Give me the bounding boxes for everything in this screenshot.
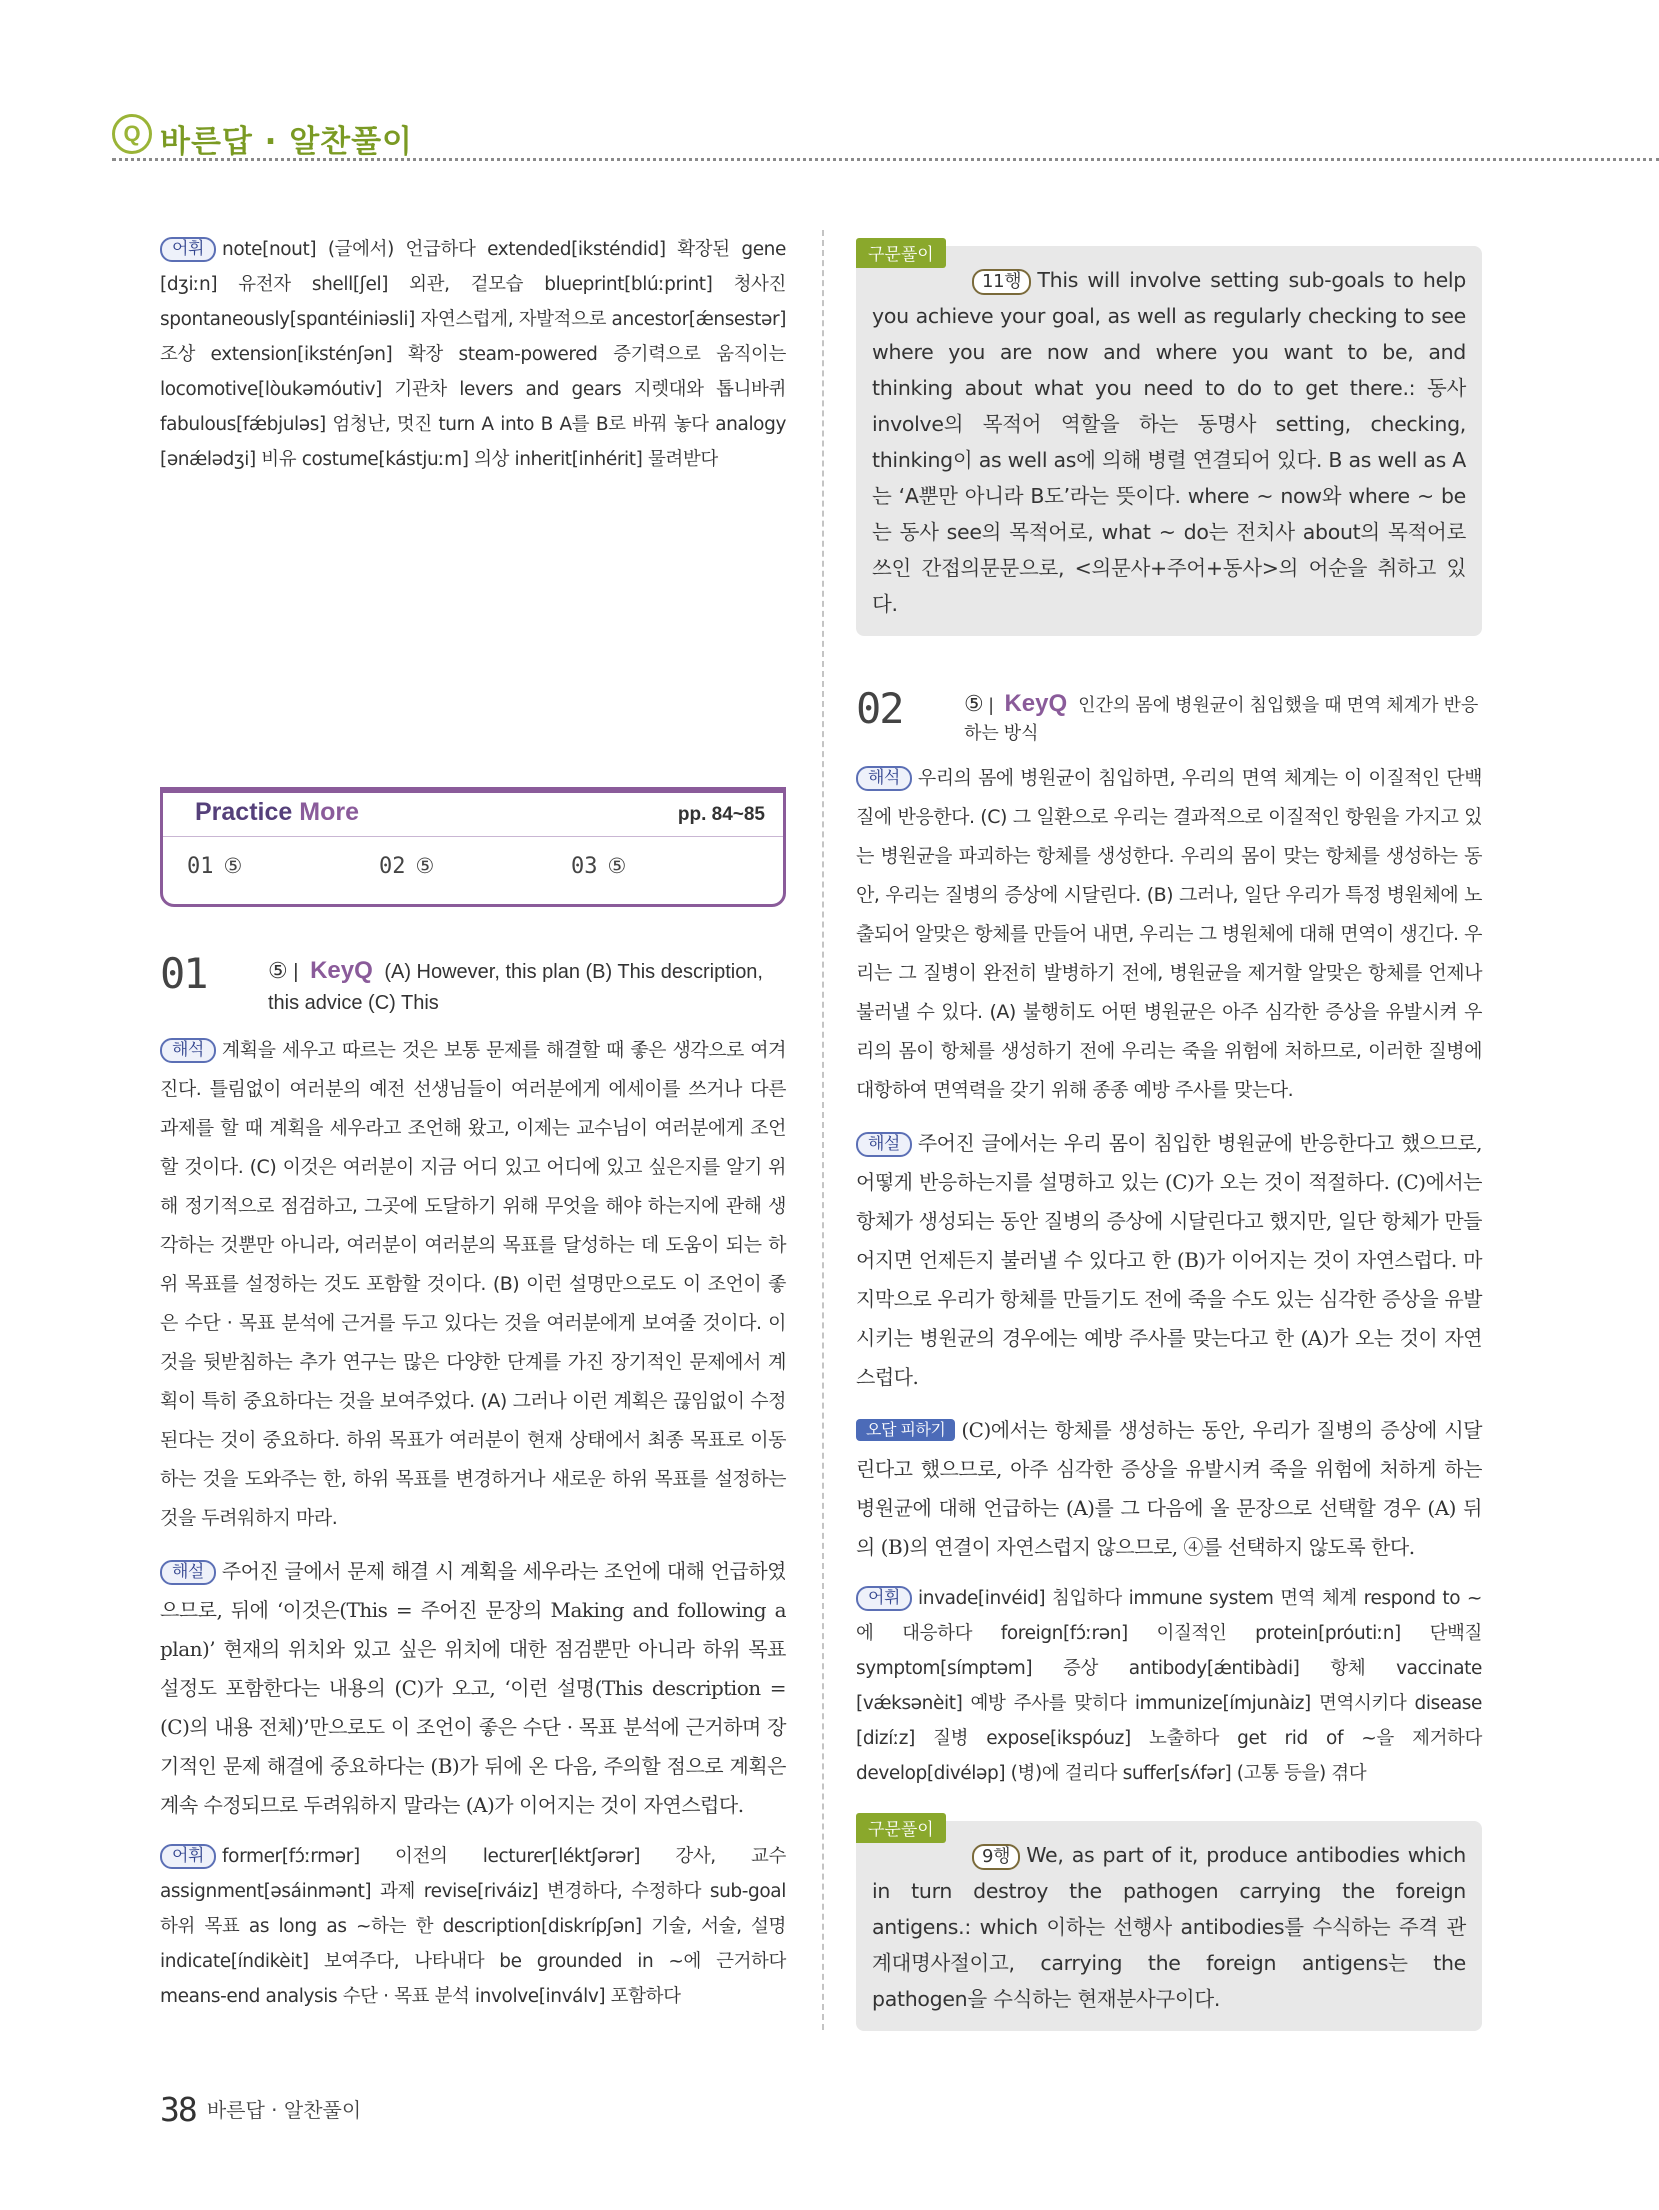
practice-answer xyxy=(379,854,434,879)
syntax-text xyxy=(872,262,1466,622)
practice-more-title-a: Practice xyxy=(195,798,300,826)
separator: | xyxy=(988,695,994,715)
explanation-tag: 해설 xyxy=(856,1132,912,1157)
practice-more-pages: pp. 84~85 xyxy=(677,804,765,825)
vocab-block xyxy=(856,1581,1482,1791)
column-divider xyxy=(822,230,824,2030)
translation-text: 우리의 몸에 병원균이 침입하면, 우리의 면역 체계는 이 이질적인 단백질에 반응한다. (C) 그 일환으로 우리는 결과적으로 이질적인 항원을 가지고 있는 병원균을 파괴하는 항체를 생성한다. 우리의 몸이 맞는 항체를 생성하는 동안, 우리는 질병의 증상에 시달린다. (B) 그러나, 일단 우리가 특정 병원체에 노출되어 알맞은 항체를 만들어 내면, 우리는 그 병원체에 대해 면역이 생긴다. 우리는 그 질병이 완전히 발병하기 전에, 병원균을 제거할 알맞은 항체를 언제나 불러낼 수 있다. (A) 불행히도 어떤 병원균은 아주 심각한 증상을 유발시켜 우리의 몸이 항체를 생성하기 전에 우리는 죽을 위험에 처하므로, 이러한 질병에 대항하여 면역력을 갖기 위해 종종 예방 주사를 맞는다. xyxy=(856,767,1482,1101)
question-answer-line xyxy=(964,690,1482,747)
vocab-tag: 어휘 xyxy=(856,1586,912,1611)
practice-answer xyxy=(187,854,242,879)
keyq-label: KeyQ xyxy=(310,957,373,984)
explanation-text: 주어진 글에서 문제 해결 시 계획을 세우라는 조언에 대해 언급하였으므로, 뒤에 ‘이것은(This = 주어진 문장의 Making and following a plan)’ 현재의 위치와 있고 싶은 위치에 대한 점검뿐만 아니라 하위 목표 설정도 포함한다는 내용의 (C)가 오고, ‘이런 설명(This description = (C)의 내용 전체)’만으로도 이 조언이 좋은 수단 · 목표 분석에 근거하며 장기적인 문제 해결에 중요하다는 (B)가 뒤에 온 다음, 주의할 점으로 계획은 계속 수정되므로 두려워하지 말라는 (A)가 이어지는 것이 자연스럽다. xyxy=(160,1559,786,1817)
practice-more-title xyxy=(195,798,359,827)
answer-choice: ⑤ xyxy=(415,855,435,878)
answer-choice: ⑤ xyxy=(223,855,243,878)
syntax-box xyxy=(856,1821,1482,2031)
separator: | xyxy=(293,961,299,983)
practice-more-divider xyxy=(163,836,783,837)
line-reference: 9행 xyxy=(972,1844,1020,1870)
translation-tag: 해석 xyxy=(856,766,912,791)
keyq-text: (A) However, this plan (B) This description, this advice (C) This xyxy=(268,961,763,1014)
explanation-text: 주어진 글에서는 우리 몸이 침입한 병원균에 반응한다고 했으므로, 어떻게 반응하는지를 설명하고 있는 (C)가 오는 것이 적절하다. (C)에서는 항체가 생성되는 동안 질병의 증상에 시달린다고 했지만, 일단 항체가 만들어지면 언제든지 불러낼 수 있다고 한 (B)가 이어지는 것이 자연스럽다. 마지막으로 우리가 항체를 만들기도 전에 죽을 수도 있는 심각한 증상을 유발시키는 병원균의 경우에는 예방 주사를 맞는다고 한 (A)가 오는 것이 자연스럽다. xyxy=(856,1131,1482,1389)
vocab-tag: 어휘 xyxy=(160,237,216,262)
q-logo-icon: Q xyxy=(112,114,152,154)
header-title: 바른답 · 알찬풀이 xyxy=(160,124,413,160)
explanation-tag: 해설 xyxy=(160,1560,216,1585)
answer-number: 01 xyxy=(187,854,214,879)
vocab-block xyxy=(160,1839,786,2014)
syntax-body: We, as part of it, produce antibodies which in turn destroy the pathogen carrying the foreign antigens.: which 이하는 선행사 antibodies를 수식하는 주격 관계대명사절이고, carrying the foreign antigens는 the pathogen을 수식하는 현재분사구이다. xyxy=(872,1843,1466,2011)
practice-answer xyxy=(571,854,626,879)
practice-more-box xyxy=(160,787,786,907)
wrong-answer-text: (C)에서는 항체를 생성하는 동안, 우리가 질병의 증상에 시달린다고 했으므로, 아주 심각한 증상을 유발시켜 죽을 위험에 처하게 하는 병원균에 대해 언급하는 (A)를 그 다음에 올 문장으로 선택할 경우 (A) 뒤의 (B)의 연결이 자연스럽지 않으므로, ④를 선택하지 않도록 한다. xyxy=(856,1418,1482,1559)
answer-number: 03 xyxy=(571,854,598,879)
translation-block xyxy=(856,759,1482,1110)
answer-choice: ⑤ xyxy=(964,691,984,716)
syntax-text xyxy=(872,1837,1466,2017)
keyq-label: KeyQ xyxy=(1004,690,1068,717)
practice-more-title-b: More xyxy=(299,798,359,826)
page-number: 38 xyxy=(160,2090,196,2129)
keyq-text: 인간의 몸에 병원균이 침입했을 때 면역 체계가 반응하는 방식 xyxy=(964,695,1479,743)
answer-choice: ⑤ xyxy=(607,855,627,878)
syntax-tag: 구문풀이 xyxy=(856,238,946,268)
translation-block xyxy=(160,1031,786,1538)
syntax-box xyxy=(856,246,1482,636)
question-02-head xyxy=(856,684,1482,747)
vocab-tag: 어휘 xyxy=(160,1844,216,1869)
wrong-answer-tag: 오답 피하기 xyxy=(856,1419,955,1441)
question-01-head xyxy=(160,949,786,1019)
answer-choice: ⑤ xyxy=(268,958,288,983)
answer-number: 02 xyxy=(379,854,406,879)
left-column xyxy=(160,232,786,2014)
footer-label: 바른답 · 알찬풀이 xyxy=(206,2098,362,2122)
page-footer xyxy=(160,2090,361,2129)
right-column xyxy=(856,246,1482,2031)
vocab-block-top xyxy=(160,232,786,477)
syntax-body: This will involve setting sub-goals to help you achieve your goal, as well as regularly checking to see where you are now and where you want to be, and thinking about what you need to do to get there.: 동사 involve의 목적어 역할을 하는 동명사 setting, checking, thinking이 as well as에 의해 병렬 연결되어 있다. B as well as A는 ‘A뿐만 아니라 B도’라는 뜻이다. where ~ now와 where ~ be는 동사 see의 목적어로, what ~ do는 전치사 about의 목적어로 쓰인 간접의문문으로, <의문사+주어+동사>의 어순을 취하고 있다. xyxy=(872,268,1466,616)
header-dotted-rule xyxy=(112,158,1659,161)
vocab-text: former[fɔ́ːrmər] 이전의 lecturer[léktʃərər] 강사, 교수 assignment[əsáinmənt] 과제 revise[riváiz] 변경하다, 수정하다 sub-goal 하위 목표 as long as ~하는 한 description[diskrípʃən] 기술, 서술, 설명 indicate[índikèit] 보여주다, 나타내다 be grounded in ~에 근거하다 means-end analysis 수단 · 목표 분석 involve[inválv] 포함하다 xyxy=(160,1846,786,2007)
explanation-block xyxy=(160,1552,786,1825)
translation-tag: 해석 xyxy=(160,1038,216,1063)
wrong-answer-block xyxy=(856,1411,1482,1567)
question-number: 01 xyxy=(160,949,207,998)
syntax-tag: 구문풀이 xyxy=(856,1813,946,1843)
vocab-text: invade[invéid] 침입하다 immune system 면역 체계 respond to ~에 대응하다 foreign[fɔ́ːrən] 이질적인 protein[próutiːn] 단백질 symptom[símptəm] 증상 antibody[ǽntibàdi] 항체 vaccinate [vǽksənèit] 예방 주사를 맞히다 immunize[ímjunàiz] 면역시키다 disease [dizíːz] 질병 expose[ikspóuz] 노출하다 get rid of ~을 제거하다 develop[divéləp] (병)에 걸리다 suffer[sʌ́fər] (고통 등을) 겪다 xyxy=(856,1588,1482,1784)
question-number: 02 xyxy=(856,684,903,733)
line-reference: 11행 xyxy=(972,269,1031,295)
question-answer-line xyxy=(268,955,786,1019)
vocab-text: note[nout] (글에서) 언급하다 extended[iksténdid] 확장된 gene [dʒiːn] 유전자 shell[ʃel] 외관, 겉모습 blueprint[blúːprint] 청사진 spontaneously[spɑntéiniəsli] 자연스럽게, 자발적으로 ancestor[ǽnsestər] 조상 extension[iksténʃən] 확장 steam-powered 증기력으로 움직이는 locomotive[lòukəmóutiv] 기관차 levers and gears 지렛대와 톱니바퀴 fabulous[fǽbjuləs] 엄청난, 멋진 turn A into B A를 B로 바꿔 놓다 analogy [ənǽlədʒi] 비유 costume[kástjuːm] 의상 inherit[inhérit] 물려받다 xyxy=(160,239,787,470)
translation-text: 계획을 세우고 따르는 것은 보통 문제를 해결할 때 좋은 생각으로 여겨진다. 틀림없이 여러분의 예전 선생님들이 여러분에게 에세이를 쓰거나 다른 과제를 할 때 계획을 세우라고 조언해 왔고, 이제는 교수님이 여러분에게 조언할 것이다. (C) 이것은 여러분이 지금 어디 있고 어디에 있고 싶은지를 알기 위해 정기적으로 점검하고, 그곳에 도달하기 위해 무엇을 해야 하는지에 관해 생각하는 것뿐만 아니라, 여러분이 여러분의 목표를 달성하는 데 도움이 되는 하위 목표를 설정하는 것도 포함할 것이다. (B) 이런 설명만으로도 이 조언이 좋은 수단 · 목표 분석에 근거를 두고 있다는 것을 여러분에게 보여줄 것이다. 이것을 뒷받침하는 추가 연구는 많은 다양한 단계를 가진 장기적인 문제에서 계획이 특히 중요하다는 것을 보여주었다. (A) 그러나 이런 계획은 끊임없이 수정된다는 것이 중요하다. 하위 목표가 여러분이 현재 상태에서 최종 목표로 이동하는 것을 도와주는 한, 하위 목표를 변경하거나 새로운 하위 목표를 설정하는 것을 두려워하지 마라. xyxy=(160,1039,786,1529)
page-header xyxy=(112,110,1659,160)
explanation-block xyxy=(856,1124,1482,1397)
